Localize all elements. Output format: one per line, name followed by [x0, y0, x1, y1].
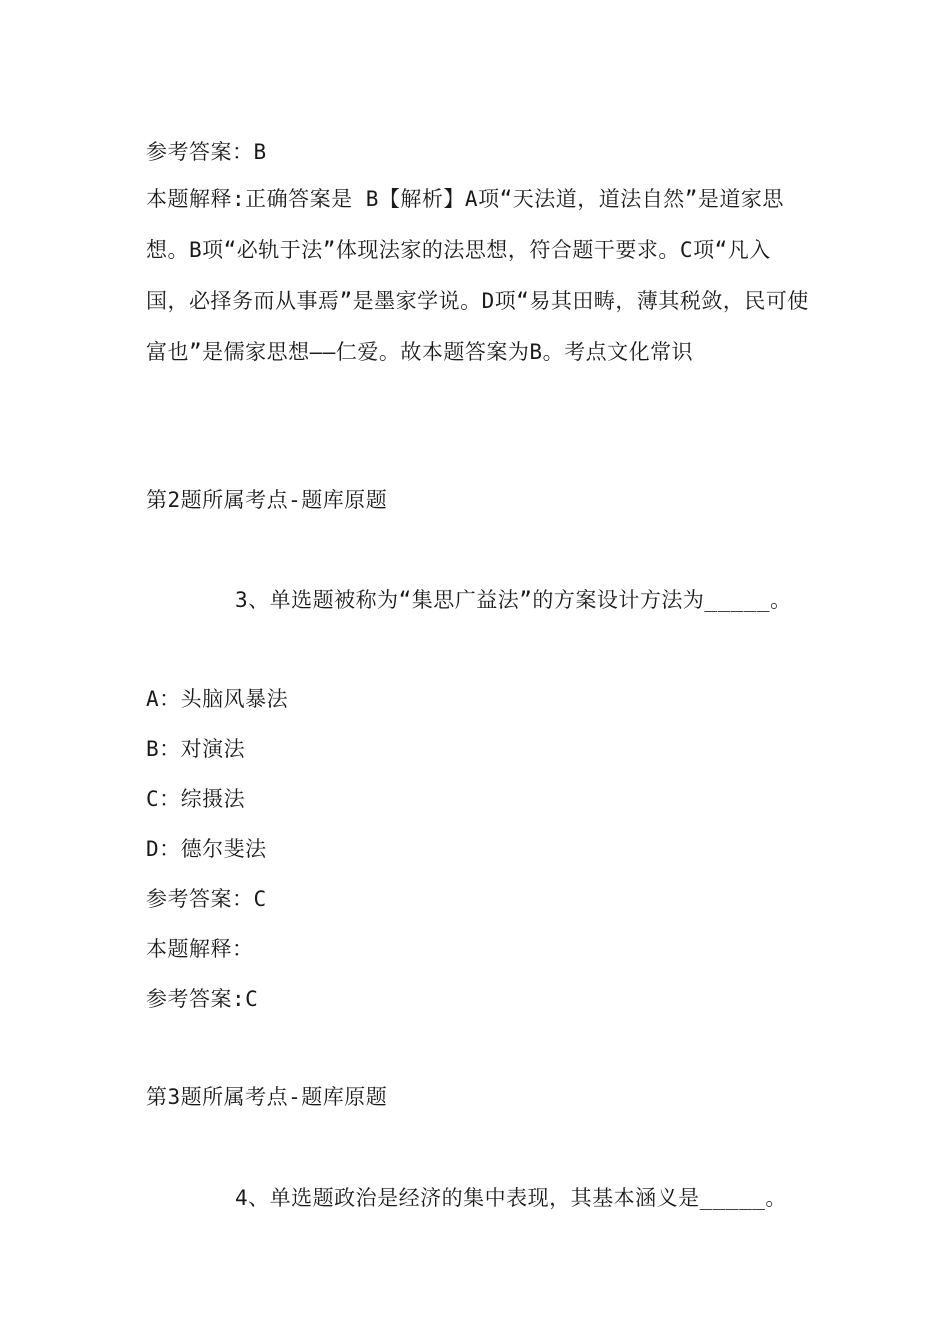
- option-c: C：综摄法: [146, 787, 246, 811]
- section-heading: 第3题所属考点-题库原题: [146, 1085, 388, 1109]
- answer-line: 参考答案：C: [146, 887, 267, 911]
- answer-line: 参考答案：B: [146, 140, 267, 164]
- option-a: A：头脑风暴法: [146, 687, 289, 711]
- section-heading: 第2题所属考点-题库原题: [146, 488, 388, 512]
- explanation-paragraph: 本题解释:正确答案是 B【解析】A项“天法道，道法自然”是道家思想。B项“必轨于法”体现法家的法思想，符合题干要求。C项“凡入国，必择务而从事焉”是墨家学说。D项“易其田畴，薄其税敛，民可使富也”是儒家思想——仁爱。故本题答案为B。考点文化常识: [146, 187, 809, 364]
- option-d: D：德尔斐法: [146, 837, 267, 861]
- question-stem: 3、单选题被称为“集思广益法”的方案设计方法为_____。: [235, 588, 792, 612]
- option-b: B：对演法: [146, 737, 246, 761]
- question-stem: 4、单选题政治是经济的集中表现，其基本涵义是_____。: [235, 1186, 787, 1210]
- explanation-label: 本题解释：: [146, 937, 254, 961]
- answer-line-secondary: 参考答案:C: [146, 987, 259, 1011]
